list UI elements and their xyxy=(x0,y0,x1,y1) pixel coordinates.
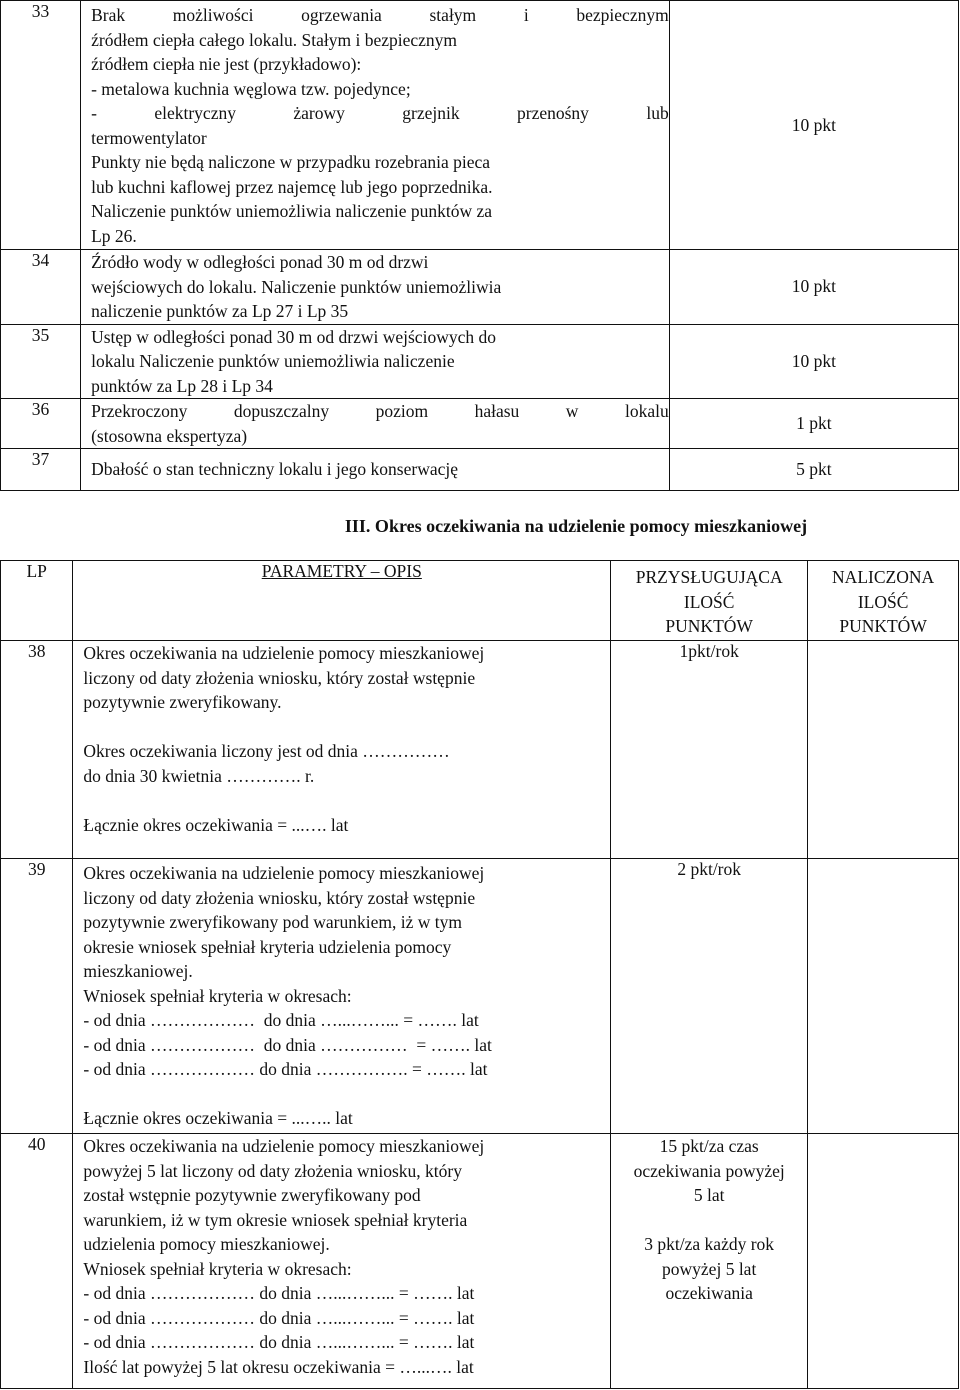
description-line: Dbałość o stan techniczny lokalu i jego konserwację xyxy=(91,459,459,480)
description-line: lokalu Naliczenie punktów uniemożliwia naliczenie xyxy=(91,351,455,371)
description-line: - od dnia ……………… do dnia ……………. = ……. lat xyxy=(83,1059,488,1079)
description-line: Naliczenie punktów uniemożliwia naliczenie punktów za xyxy=(91,201,493,221)
header-line: NALICZONA xyxy=(832,567,935,587)
row-description xyxy=(73,641,611,859)
points-line: 15 pkt/za czas xyxy=(659,1136,759,1156)
description-line: Okres oczekiwania na udzielenie pomocy mieszkaniowej xyxy=(83,643,485,663)
row-number: 33 xyxy=(1,1,81,250)
row-number: 35 xyxy=(1,324,81,399)
description-line: Okres oczekiwania na udzielenie pomocy mieszkaniowej xyxy=(83,1136,485,1156)
points-line: oczekiwania xyxy=(665,1283,753,1303)
header-line: ILOŚĆ xyxy=(683,591,735,612)
table-row xyxy=(1,399,959,449)
description-line: - od dnia ……………… do dnia …...……... = ……. lat xyxy=(83,1283,475,1303)
row-description xyxy=(81,1,670,250)
description-line: pozytywnie zweryfikowany pod warunkiem, iż w tym xyxy=(83,912,462,932)
row-number: 39 xyxy=(1,859,73,1134)
description-line: Ustęp w odległości ponad 30 m od drzwi wejściowych do xyxy=(91,326,496,347)
header-line: PUNKTÓW xyxy=(839,616,927,636)
table-row xyxy=(1,250,959,325)
points-line: 5 lat xyxy=(693,1185,725,1205)
description-line: - od dnia ……………… do dnia …...……... = ……. lat xyxy=(83,1332,475,1352)
description-line: - od dnia ……………… do dnia …...……... = ……. lat xyxy=(83,1010,479,1030)
description-line: Przekroczony dopuszczalny poziom hałasu w lokalu xyxy=(91,401,669,421)
points-line xyxy=(611,1208,807,1233)
calculated-points-field xyxy=(808,859,959,1134)
description-line: wejściowych do lokalu. Naliczenie punktów uniemożliwia xyxy=(91,276,502,297)
criteria-table-top xyxy=(0,0,959,491)
description-line: okresie wniosek spełniał kryteria udzielenia pomocy xyxy=(83,936,452,957)
description-line: termowentylator xyxy=(91,127,207,148)
header-line: ILOŚĆ xyxy=(857,591,909,612)
description-line: do dnia 30 kwietnia …………. r. xyxy=(83,765,315,786)
row-description xyxy=(73,1134,611,1389)
description-line: Łącznie okres oczekiwania = ...…. lat xyxy=(83,814,349,835)
row-description xyxy=(73,859,611,1134)
points-value: 10 pkt xyxy=(669,324,958,399)
description-line: - elektryczny żarowy grzejnik przenośny lub xyxy=(91,103,669,123)
row-description xyxy=(81,250,670,325)
table-row xyxy=(1,1134,959,1389)
points-line: powyżej 5 lat xyxy=(662,1258,757,1279)
header-line: PRZYSŁUGUJĄCA xyxy=(635,567,783,587)
description-line: liczony od daty złożenia wniosku, który został wstępnie xyxy=(83,887,476,908)
description-line: Brak możliwości ogrzewania stałym i bezpiecznym xyxy=(91,5,669,25)
description-line: został wstępnie pozytywnie zweryfikowany pod xyxy=(83,1185,421,1205)
table-row xyxy=(1,859,959,1134)
row-description xyxy=(81,399,670,449)
description-line: Wniosek spełniał kryteria w okresach: xyxy=(83,1258,352,1279)
description-line: Okres oczekiwania na udzielenie pomocy mieszkaniowej xyxy=(83,863,485,883)
description-line: mieszkaniowej. xyxy=(83,961,193,981)
description-line: powyżej 5 lat liczony od daty złożenia wniosku, który xyxy=(83,1160,462,1181)
description-line: źródłem ciepła całego lokalu. Stałym i bezpiecznym xyxy=(91,29,458,50)
column-header-entitled-points xyxy=(611,561,808,641)
table-row xyxy=(1,641,959,859)
description-line: - od dnia ……………… do dnia …...……... = ……. lat xyxy=(83,1307,475,1328)
table-header-row xyxy=(1,561,959,641)
section-title: III. Okres oczekiwania na udzielenie pomocy mieszkaniowej xyxy=(344,516,808,536)
column-header-calculated-points xyxy=(808,561,959,641)
description-line: Łącznie okres oczekiwania = ...….. lat xyxy=(83,1108,353,1128)
table-row xyxy=(1,1,959,250)
points-value: 10 pkt xyxy=(669,1,958,250)
table-row xyxy=(1,324,959,399)
description-line: naliczenie punktów za Lp 27 i Lp 35 xyxy=(91,301,349,321)
description-line: Lp 26. xyxy=(91,225,137,246)
calculated-points-field xyxy=(808,641,959,859)
row-number: 38 xyxy=(1,641,73,859)
description-line: Okres oczekiwania liczony jest od dnia …………… xyxy=(83,741,450,761)
description-line: liczony od daty złożenia wniosku, który został wstępnie xyxy=(83,667,476,688)
description-line: (stosowna ekspertyza) xyxy=(91,425,248,446)
description-line: lub kuchni kaflowej przez najemcę lub jego poprzednika. xyxy=(91,176,493,197)
header-line: PUNKTÓW xyxy=(665,616,753,636)
entitled-points: 2 pkt/rok xyxy=(611,859,808,1134)
column-header-parameters: PARAMETRY – OPIS xyxy=(73,561,611,641)
description-line: pozytywnie zweryfikowany. xyxy=(83,692,282,712)
criteria-table-waiting-period xyxy=(0,560,959,1389)
description-line: Punkty nie będą naliczone w przypadku rozebrania pieca xyxy=(91,152,491,172)
points-value: 10 pkt xyxy=(669,250,958,325)
points-line: oczekiwania powyżej xyxy=(633,1160,785,1181)
points-value: 5 pkt xyxy=(669,449,958,491)
description-line: Źródło wody w odległości ponad 30 m od drzwi xyxy=(91,252,429,272)
description-line xyxy=(83,788,610,813)
description-line: udzielenia pomocy mieszkaniowej. xyxy=(83,1234,330,1254)
points-value: 1 pkt xyxy=(669,399,958,449)
row-number: 40 xyxy=(1,1134,73,1389)
row-number: 34 xyxy=(1,250,81,325)
description-line: - od dnia ……………… do dnia …………… = ……. lat xyxy=(83,1034,492,1055)
description-line: Ilość lat powyżej 5 lat okresu oczekiwania = …...…. lat xyxy=(83,1356,474,1377)
entitled-points xyxy=(611,1134,808,1389)
calculated-points-field xyxy=(808,1134,959,1389)
description-line: warunkiem, iż w tym okresie wniosek spełniał kryteria xyxy=(83,1209,468,1230)
row-number: 36 xyxy=(1,399,81,449)
column-header-lp: LP xyxy=(1,561,73,641)
description-line: - metalowa kuchnia węglowa tzw. pojedynce; xyxy=(91,78,411,99)
row-description xyxy=(81,449,670,491)
description-line xyxy=(83,715,610,740)
row-number: 37 xyxy=(1,449,81,491)
description-line: Wniosek spełniał kryteria w okresach: xyxy=(83,985,352,1006)
points-line: 3 pkt/za każdy rok xyxy=(644,1234,775,1254)
description-line: punktów za Lp 28 i Lp 34 xyxy=(91,375,273,396)
description-line: źródłem ciepła nie jest (przykładowo): xyxy=(91,54,362,74)
entitled-points: 1pkt/rok xyxy=(611,641,808,859)
row-description xyxy=(81,324,670,399)
table-row xyxy=(1,449,959,491)
description-line xyxy=(83,1082,610,1107)
